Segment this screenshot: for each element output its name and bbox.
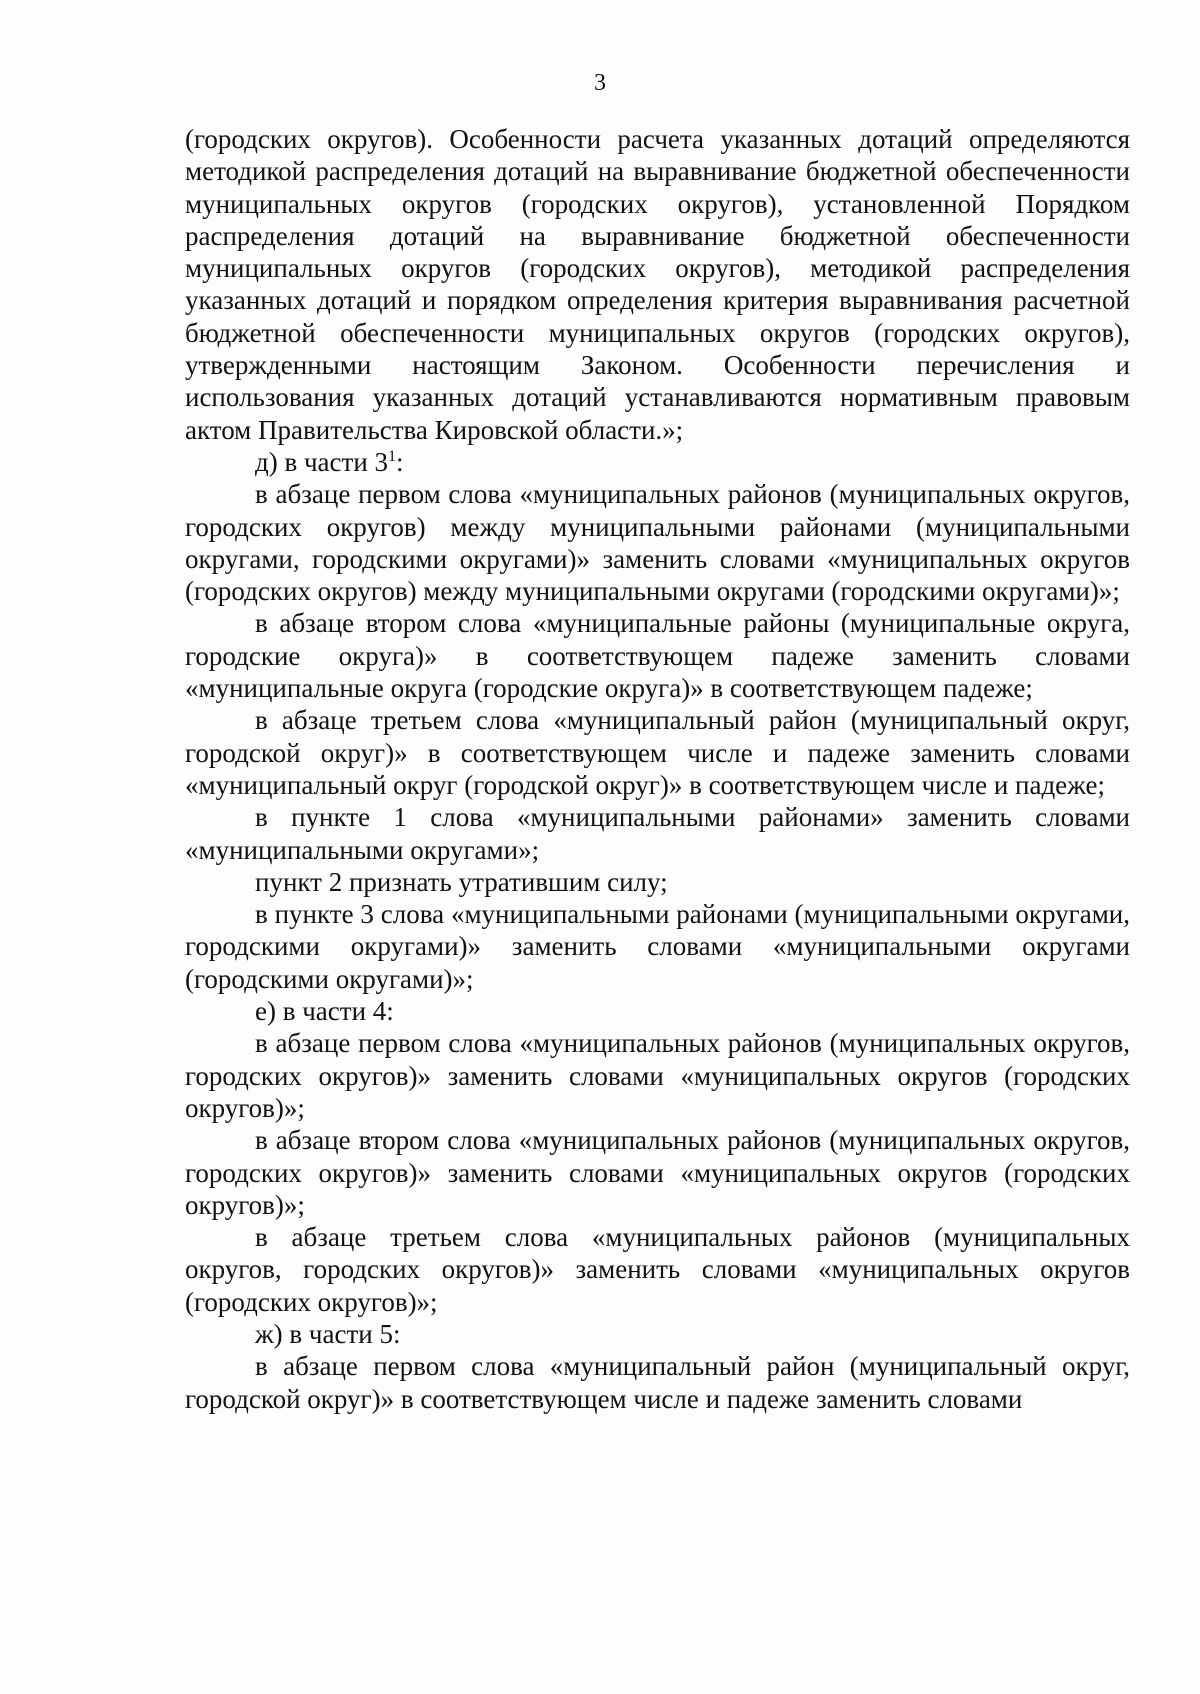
paragraph: в абзаце втором слова «муниципальных районов (муниципальных округов, городских округов)» заменить словами «муниципальных округов (городских округов)»; [185,1125,1130,1220]
paragraph: в пункте 1 слова «муниципальными районами» заменить словами «муниципальными округами»; [185,802,1130,865]
paragraph: пункт 2 признать утратившим силу; [255,866,668,897]
paragraph-item-d-colon: : [396,446,404,477]
page-number: 3 [594,70,606,96]
paragraph: в абзаце втором слова «муниципальные районы (муниципальные округа, городские округа)» в соответствующем падеже заменить словами «муниципальные округа (городские округа)» в соответствующем падеже; [185,608,1130,704]
paragraph-item-d [185,446,1130,478]
paragraph-item-d-text: д) в части 3 [255,446,389,477]
paragraph: в абзаце третьем слова «муниципальных районов (муниципальных округов, городских округов)» заменить словами «муниципальных округов (городских округов)»; [185,1222,1130,1317]
paragraph: в абзаце первом слова «муниципальных районов (муниципальных округов, городских округов)» заменить словами «муниципальных округов (городских округов)»; [185,1028,1130,1123]
paragraph: в абзаце первом слова «муниципальных районов (муниципальных округов, городских округов) между муниципальными районами (муниципальными округами, городскими округами)» заменить словами «муниципальных округов (городских округов) между муниципальными округами (городскими округами)»; [185,479,1130,607]
paragraph-item-zh: ж) в части 5: [255,1318,401,1349]
paragraph: в абзаце первом слова «муниципальный район (муниципальный округ, городской округ)» в соответствующем числе и падеже заменить словами [185,1351,1130,1414]
superscript: 1 [388,447,397,465]
paragraph: в пункте 3 слова «муниципальными районами (муниципальными округами, городскими округами)» заменить словами «муниципальными округами (городскими округами)»; [185,899,1130,994]
paragraph: в абзаце третьем слова «муниципальный район (муниципальный округ, городской округ)» в соответствующем числе и падеже заменить словами «муниципальный округ (городской округ)» в соответствующем числе и падеже; [185,705,1130,800]
paragraph-continuation: (городских округов). Особенности расчета указанных дотаций определяются методикой распределения дотаций на выравнивание бюджетной обеспеченности муниципальных округов (городских округов), установленной Порядком распределения дотаций на выравнивание бюджетной обеспеченности муниципальных округов (городских округов), методикой распределения указанных дотаций и порядком определения критерия выравнивания расчетной бюджетной обеспеченности муниципальных округов (городских округов), утвержденными настоящим Законом. Особенности перечисления и использования указанных дотаций устанавливаются нормативным правовым актом Правительства Кировской области.»; [185,124,1130,445]
document-body [185,123,1130,1415]
paragraph-item-e: е) в части 4: [255,996,394,1027]
